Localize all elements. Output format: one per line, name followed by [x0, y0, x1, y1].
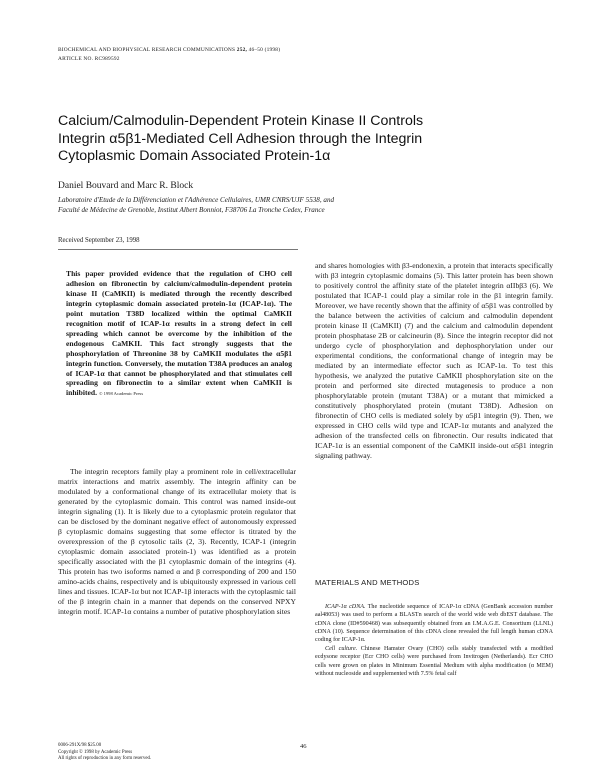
intro-continued: and shares homologies with β3-endonexin, a protein that interacts specifically with β3 integrin cytoplasmic domains (5). This latter protein has been shown to positively control the affinity state of the platelet integrin αIIbβ3 (6). We postulated that ICAP-1 could play a similar role in the β1 integrin family. Moreover, we have recently shown that the affinity of α5β1 was controlled by the balance between the activities of calcium and calmodulin dependent protein kinase II (CaMKII) (7) and the calcium and calmodulin dependent protein phosphatase 2B or calcineurin (8). Since the integrin receptor did not undergo cycle of phosphorylation and dephosphorylation under our experimental conditions, the conformational change of integrin may be mediated by an intermediate effector such as ICAP-1α. To test this hypothesis, we analyzed the putative CaMKII phosphorylation site on the protein and performed site directed mutagenesis to produce a non phosphorylatable protein (mutant T38A) or a mutant that mimicked a constitutively phosphorylated protein (mutant T38D). Adhesion on fibronectin of CHO cells is mediated solely by α5β1 integrin (9). Then, we expressed in CHO cells wild type and ICAP-1α mutants and analyzed the adhesion of the transfected cells on fibronectin. Our results indicated that ICAP-1α is an essential component of the CaMKII inside-out α5β1 integrin signaling pathway. — [315, 261, 553, 461]
intro-paragraph: The integrin receptors family play a prominent role in cell/extracellular matrix interactions and matrix assembly. The integrin affinity can be modulated by a conformational change of its extracellular moiety that is generated by the cytoplasmic domain. This control was named inside-out integrin signaling (1). It is likely due to a cytoplasmic protein regulator that can be disclosed by the dominant negative effect of autonomously expressed β cytoplasmic domains suggesting that some effector is titrated by the overexpression of the β cytosolic tails (2, 3). Recently, ICAP-1 (integrin cytoplasmic domain associated protein-1) was identified as a protein specifically associated with the β1 cytoplasmic domain of the integrins (4). This protein has two isoforms named α and β corresponding of 200 and 150 amino-acids chains, respectively and is ubiquitously expressed in various cell lines and tissues. ICAP-1α but not ICAP-1β interacts with the cytoplasmic tail of the β integrin chain in a manner that depends on the conserved NPXY integrin motif. ICAP-1α contains a number of putative phosphorylation sites — [58, 467, 296, 617]
title-line-2: Integrin α5β1-Mediated Cell Adhesion through the Integrin — [58, 130, 423, 147]
journal-header — [58, 46, 280, 64]
paper-title — [58, 113, 558, 166]
received-date: Received September 23, 1998 — [58, 237, 140, 244]
methods-cdna: ICAP-1α cDNA. The nucleotide sequence of ICAP-1α cDNA (GenBank accession number aal48053) was used to perform a BLASTn search of the world wide web dbEST database. The cDNA clone (ID#590468) was subsequently obtained from an I.M.A.G.E. Consortium (LLNL) cDNA (10). Sequence determination of this cDNA clone revealed the full length human cDNA coding for ICAP-1α. — [315, 604, 553, 644]
methods-cdna-label: ICAP-1α cDNA. — [325, 604, 366, 610]
methods-cell-culture: Cell culture. Chinese Hamster Ovary (CHO) cells stably transfected with a modified ecdysone receptor (Ecr CHO cells) were purchased from Invitrogen (Netherlands). Ecr CHO cells were grown on plates in Minimum Essential Medium with alpha modification (α MEM) without nucleoside and supplemented with 7.5% fetal calf — [315, 646, 553, 677]
affiliation: Laboratoire d'Etude de la Différenciation et l'Adhérence Cellulaires, UMR CNRS/UJF 5538, and Faculté de Médecine de Grenoble, Institut Albert Bonniot, F38706 La Tronche Cedex, France — [58, 196, 335, 214]
methods-cell-label: Cell culture. — [325, 646, 358, 652]
abstract — [66, 269, 292, 399]
volume: 252, — [236, 47, 248, 53]
body-column-right — [315, 261, 553, 461]
abstract-copyright: © 1998 Academic Press — [98, 391, 144, 397]
copyright-footer: 0006-291X/98 $25.00 Copyright © 1998 by Academic Press All rights of reproduction in any form reserved. — [58, 743, 152, 761]
section-heading: MATERIALS AND METHODS — [315, 578, 420, 587]
abstract-text: This paper provided evidence that the regulation of CHO cell adhesion on fibronectin by calcium/calmodulin-dependent protein kinase II (CaMKII) is mediated through the recently described integrin cytoplasmic domain associated protein-1α (ICAP-1α). The point mutation T38D localized within the optimal CaMKII recognition motif of ICAP-1α results in a strong defect in cell spreading which cannot be overcome by the inhibition of the endogenous CaMKII. This fact strongly suggests that the phosphorylation of Threonine 38 by CaMKII modulates the α5β1 integrin function. Conversely, the mutation T38A produces an analog of ICAP-1α that cannot be phosphorylated and that stimulates cell spreading on fibronectin to a similar extent when CaMKII is inhibited. — [66, 269, 292, 398]
title-line-1: Calcium/Calmodulin-Dependent Protein Kinase II Controls — [58, 113, 424, 129]
pages: 46–50 (1998) — [248, 47, 281, 53]
title-line-3: Cytoplasmic Domain Associated Protein-1α — [58, 148, 331, 164]
journal-line: BIOCHEMICAL AND BIOPHYSICAL RESEARCH COMMUNICATIONS 252, 46–50 (1998) — [58, 47, 281, 53]
page-number: 46 — [300, 743, 307, 750]
article-number: ARTICLE NO. RC989592 — [58, 56, 120, 62]
body-column-left — [58, 467, 296, 617]
authors: Daniel Bouvard and Marc R. Block — [58, 181, 194, 191]
divider — [58, 249, 298, 250]
